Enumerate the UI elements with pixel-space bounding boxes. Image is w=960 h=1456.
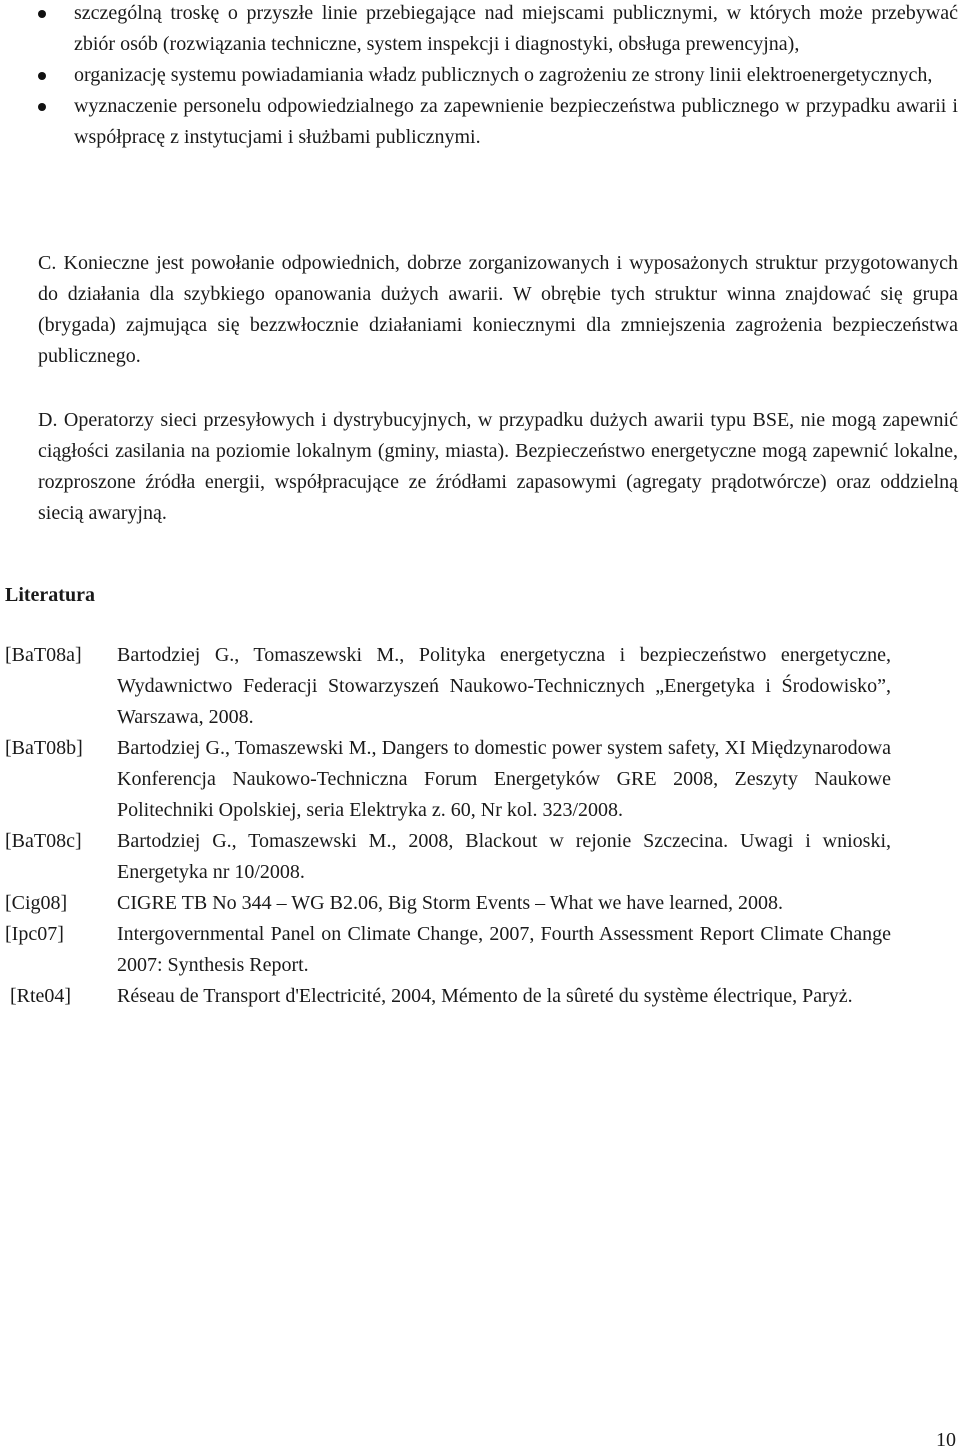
bullet-item (38, 91, 958, 153)
bullet-item (38, 60, 958, 91)
reference-key: [Rte04] (10, 985, 72, 1007)
bullet-icon (38, 72, 46, 80)
reference-key: [BaT08a] (5, 644, 82, 666)
reference-item (0, 919, 960, 981)
bullet-text: organizację systemu powiadamiania władz publicznych o zagrożeniu ze strony linii elektroenergetycznych, (74, 64, 933, 86)
page-number: 10 (936, 1429, 956, 1451)
reference-key: [Cig08] (5, 892, 68, 914)
reference-key: [Ipc07] (5, 923, 64, 945)
reference-text: Bartodziej G., Tomaszewski M., Dangers to domestic power system safety, XI Międzynarodowa Konferencja Naukowo-Techniczna Forum Energetyków GRE 2008, Zeszyty Naukowe Politechniki Opolskiej, seria Elektryka z. 60, Nr kol. 323/2008. (117, 737, 891, 821)
bullet-list (38, 0, 958, 153)
reference-text: Bartodziej G., Tomaszewski M., 2008, Blackout w rejonie Szczecina. Uwagi i wnioski, Energetyka nr 10/2008. (117, 830, 891, 883)
literature-heading: Literatura (5, 584, 95, 606)
bullet-item (38, 0, 958, 60)
reference-item (0, 981, 960, 1012)
reference-item (0, 733, 960, 826)
reference-text: Réseau de Transport d'Electricité, 2004, Mémento de la sûreté du système électrique, Paryż. (117, 985, 853, 1007)
bullet-icon (38, 10, 46, 18)
reference-text: CIGRE TB No 344 – WG B2.06, Big Storm Events – What we have learned, 2008. (117, 892, 784, 914)
reference-text: Bartodziej G., Tomaszewski M., Polityka energetyczna i bezpieczeństwo energetyczne, Wydawnictwo Federacji Stowarzyszeń Naukowo-Technicznych „Energetyka i Środowisko”, Warszawa, 2008. (117, 644, 891, 728)
reference-item (0, 826, 960, 888)
bullet-text: wyznaczenie personelu odpowiedzialnego za zapewnienie bezpieczeństwa publicznego w przypadku awarii i współpracę z instytucjami i służbami publicznymi. (74, 95, 958, 148)
reference-key: [BaT08b] (5, 737, 83, 759)
reference-text: Intergovernmental Panel on Climate Change, 2007, Fourth Assessment Report Climate Change 2007: Synthesis Report. (117, 923, 891, 976)
reference-list (0, 640, 960, 1012)
reference-item (0, 888, 960, 919)
reference-item (0, 640, 960, 733)
reference-key: [BaT08c] (5, 830, 82, 852)
bullet-icon (38, 103, 46, 111)
bullet-text: szczególną troskę o przyszłe linie przebiegające nad miejscami publicznymi, w których może przebywać zbiór osób (rozwiązania techniczne, system inspekcji i diagnostyki, obsługa prewencyjna), (74, 2, 958, 55)
paragraph-c: C. Konieczne jest powołanie odpowiednich, dobrze zorganizowanych i wyposażonych struktur przygotowanych do działania dla szybkiego opanowania dużych awarii. W obrębie tych struktur winna znajdować się grupa (brygada) zajmująca się bezzwłocznie działaniami koniecznymi dla zmniejszenia zagrożenia bezpieczeństwa publicznego. (38, 252, 958, 367)
paragraph-d: D. Operatorzy sieci przesyłowych i dystrybucyjnych, w przypadku dużych awarii typu BSE, nie mogą zapewnić ciągłości zasilania na poziomie lokalnym (gminy, miasta). Bezpieczeństwo energetyczne mogą zapewnić lokalne, rozproszone źródła energii, współpracujące ze źródłami zapasowymi (agregaty prądotwórcze) oraz oddzielną siecią awaryjną. (38, 409, 958, 524)
